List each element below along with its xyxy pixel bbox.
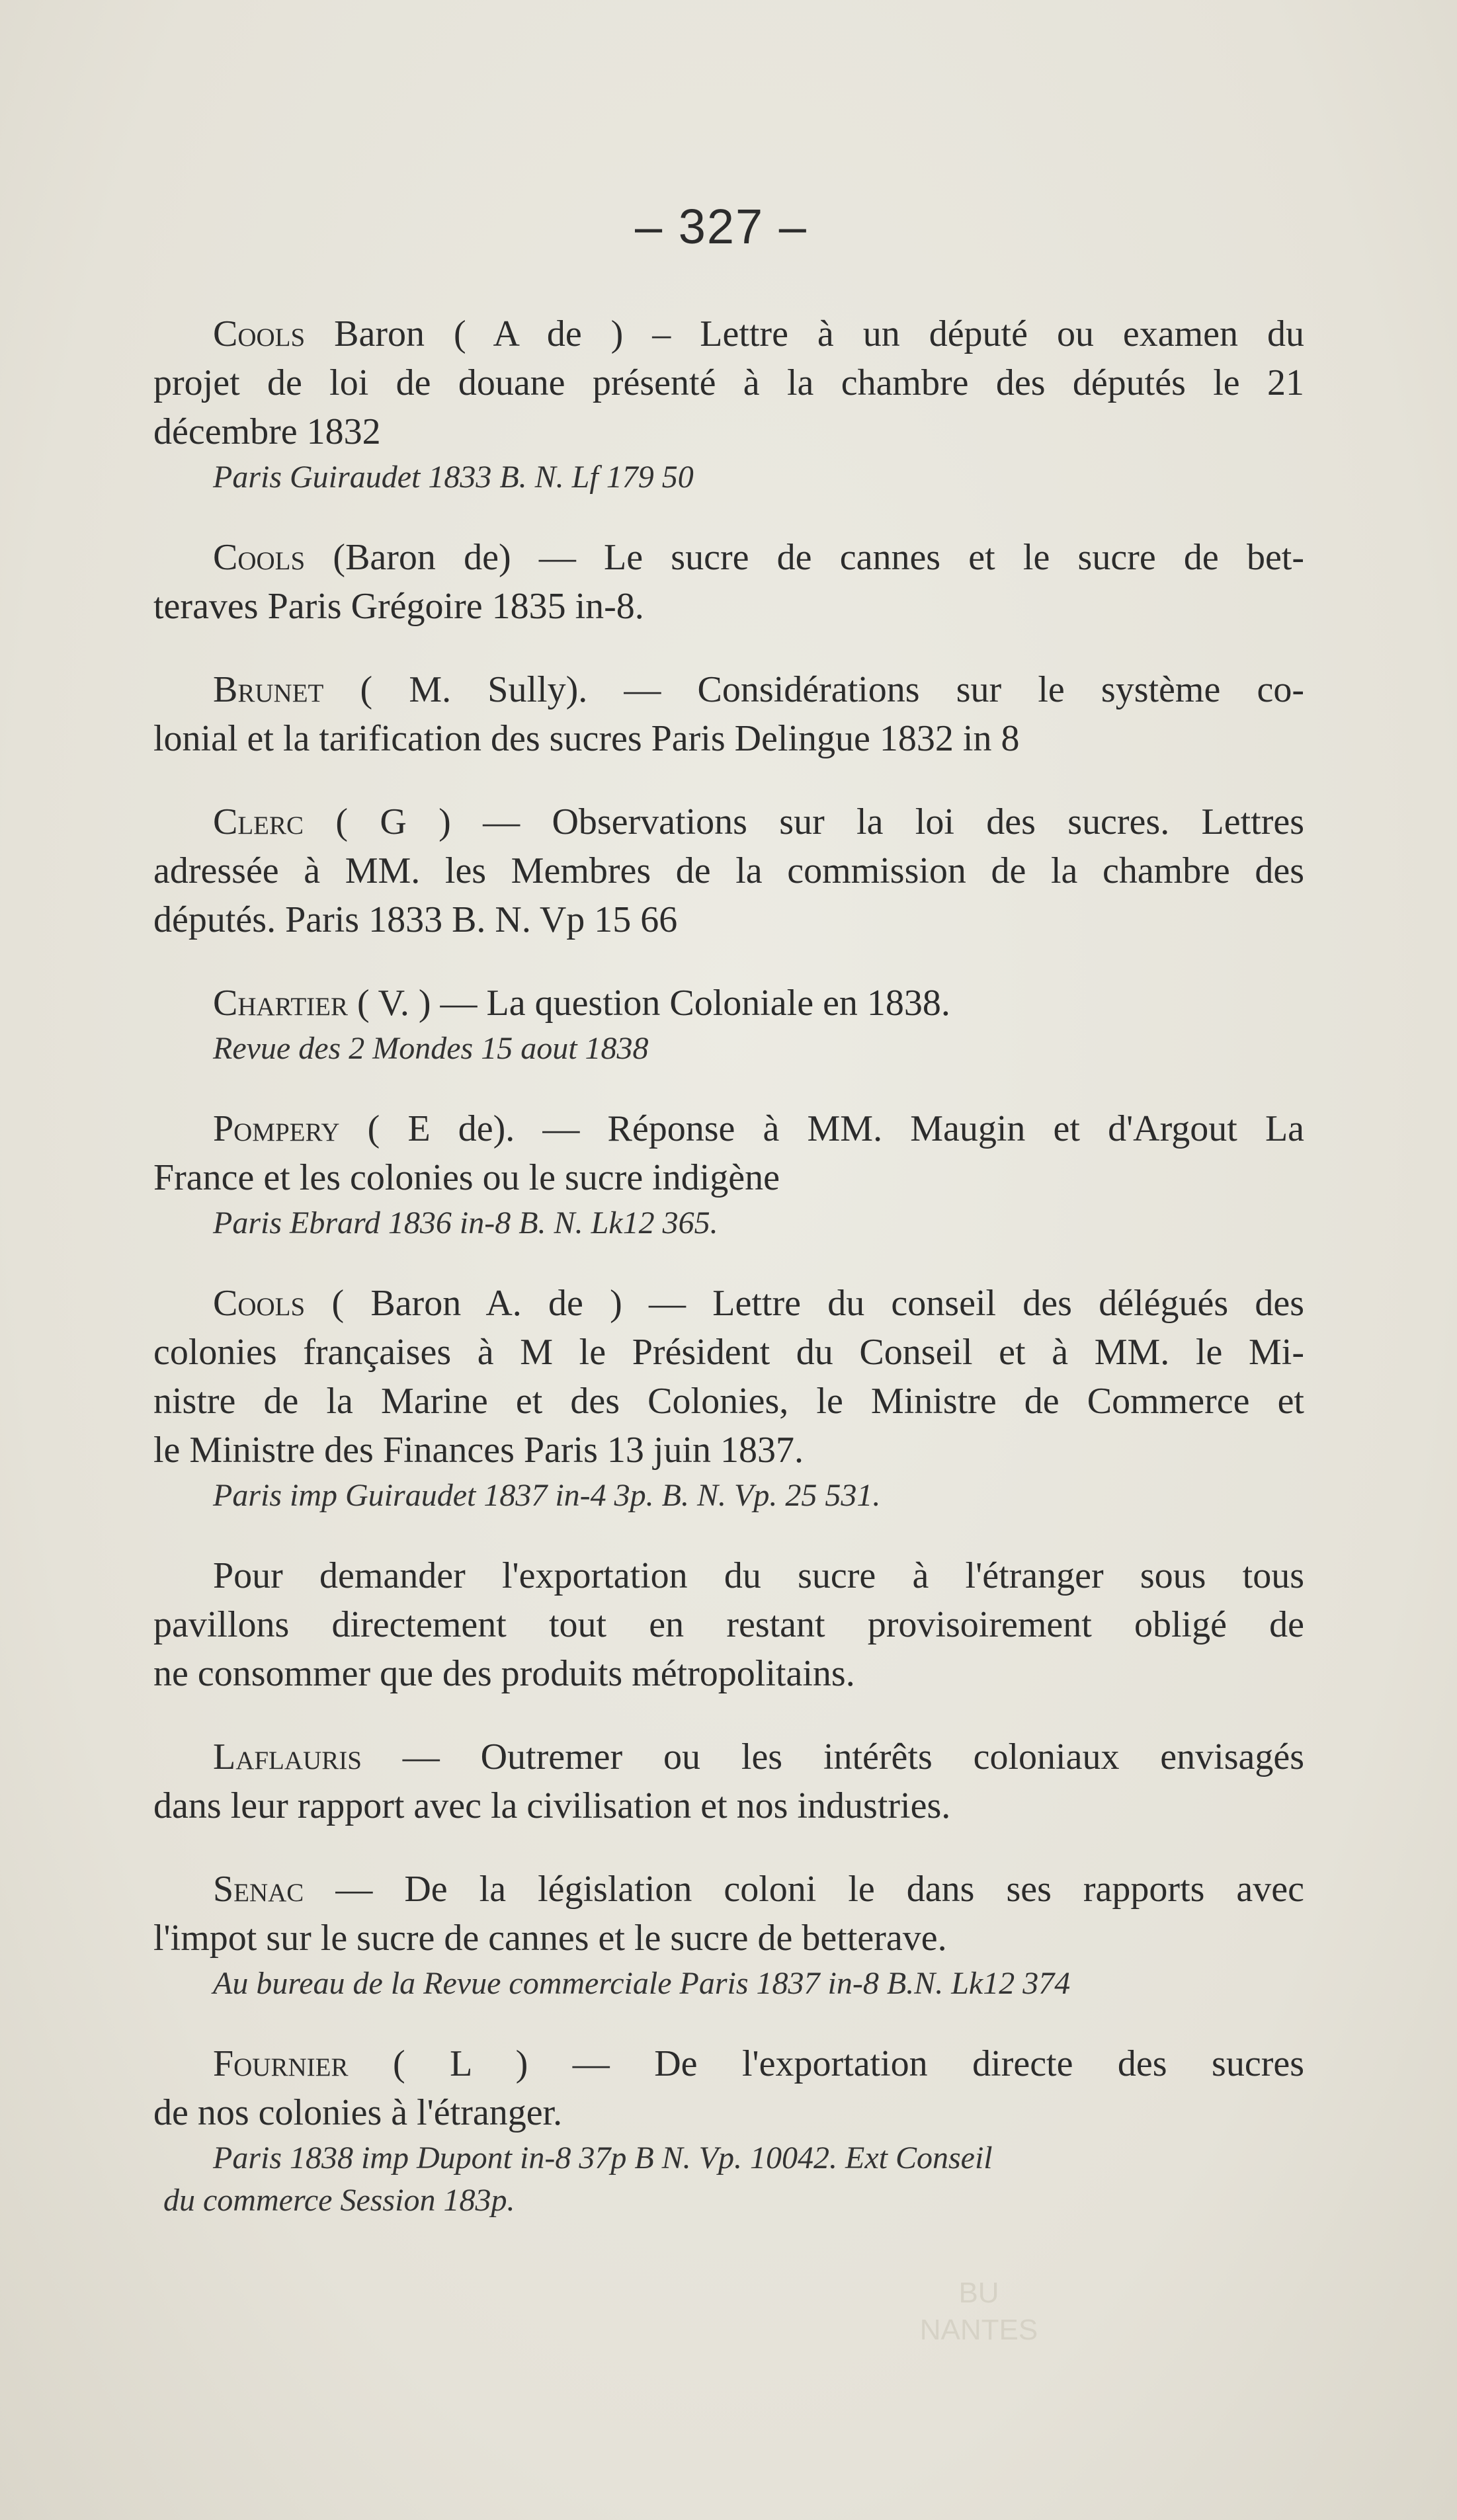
- page-number: – 327 –: [635, 199, 808, 254]
- entry-text: l'impot sur le sucre de cannes et le sucre de betterave.: [153, 1918, 947, 1959]
- bibliography-entry: [153, 1551, 1304, 1698]
- entry-text: Pour demander l'exportation du sucre à l'étranger sous tous: [213, 1555, 1304, 1596]
- entry-line: [153, 1551, 1304, 1600]
- entry-text: ( E de). — Réponse à MM. Maugin et d'Argout La: [367, 1108, 1305, 1149]
- entry-text: pavillons directement tout en restant provisoirement obligé de: [153, 1604, 1304, 1645]
- entry-text: ( G ) — Observations sur la loi des sucres. Lettres: [335, 801, 1304, 842]
- library-stamp: [840, 2275, 1118, 2361]
- entry-text: Baron ( A de ) – Lettre à un député ou examen du: [334, 313, 1304, 354]
- entry-author: Clerc: [213, 801, 304, 842]
- entry-author: Cools: [213, 537, 306, 578]
- entry-text: — De la législation coloni le dans ses rapports avec: [335, 1869, 1304, 1910]
- entry-line: [153, 1377, 1304, 1426]
- entry-text: décembre 1832: [153, 411, 381, 452]
- entry-line: [153, 1649, 1304, 1698]
- bibliography-entry: [153, 797, 1304, 944]
- bibliography-entry: [153, 1732, 1304, 1830]
- entry-text: ( M. Sully). — Considérations sur le système co-: [360, 669, 1304, 710]
- entry-author: Senac: [213, 1869, 304, 1910]
- entry-text: ne consommer que des produits métropolitains.: [153, 1653, 855, 1694]
- entry-line: [153, 1104, 1304, 1153]
- entry-text: — Outremer ou les intérêts coloniaux envisagés: [402, 1736, 1305, 1777]
- entry-line: [153, 1600, 1304, 1649]
- entry-text: projet de loi de douane présenté à la chambre des députés le 21: [153, 362, 1304, 403]
- entry-text: colonies françaises à M le Président du Conseil et à MM. le Mi-: [153, 1332, 1304, 1373]
- entry-line: [153, 309, 1304, 358]
- entry-imprint: Paris Guiraudet 1833 B. N. Lf 179 50: [213, 460, 694, 495]
- entry-text: de nos colonies à l'étranger.: [153, 2092, 563, 2133]
- entry-text: dans leur rapport avec la civilisation et nos industries.: [153, 1785, 951, 1826]
- bibliography-entry: [153, 1104, 1304, 1244]
- entry-line: [153, 1914, 1304, 1963]
- stamp-line: NANTES: [919, 2314, 1038, 2346]
- entry-text: adressée à MM. les Membres de la commission de la chambre des: [153, 850, 1304, 891]
- entry-line: [153, 358, 1304, 407]
- entry-text: ( Baron A. de ) — Lettre du conseil des délégués des: [331, 1283, 1304, 1324]
- entry-imprint: Paris 1838 imp Dupont in-8 37p B N. Vp. 10042. Ext Conseil: [213, 2140, 993, 2175]
- entry-line: [153, 1781, 1304, 1830]
- entry-text: le Ministre des Finances Paris 13 juin 1837.: [153, 1430, 804, 1471]
- entry-author: Cools: [213, 1283, 306, 1324]
- bibliography-entry: [153, 1279, 1304, 1517]
- entry-imprint: Revue des 2 Mondes 15 aout 1838: [213, 1031, 649, 1066]
- stamp-line: BU: [958, 2277, 999, 2309]
- entry-text: nistre de la Marine et des Colonies, le Ministre de Commerce et: [153, 1381, 1304, 1422]
- entry-text: teraves Paris Grégoire 1835 in-8.: [153, 586, 644, 627]
- entry-author: Pompery: [213, 1108, 340, 1149]
- entry-line: [153, 1732, 1304, 1781]
- entry-line: [153, 979, 1304, 1028]
- entry-line: [153, 2088, 1304, 2137]
- entry-author: Brunet: [213, 669, 324, 710]
- entry-line: [153, 533, 1304, 582]
- entry-line: [153, 1153, 1304, 1202]
- entry-text: lonial et la tarification des sucres Paris Delingue 1832 in 8: [153, 718, 1020, 759]
- entry-line: [153, 846, 1304, 895]
- entry-author: Laflauris: [213, 1736, 362, 1777]
- entry-line: [153, 407, 1304, 456]
- entry-line: [153, 1865, 1304, 1914]
- entry-line: [153, 1328, 1304, 1377]
- entry-author: Fournier: [213, 2043, 349, 2084]
- entry-author: Cools: [213, 313, 306, 354]
- entry-line: [153, 2039, 1304, 2088]
- bibliography-entry: [153, 665, 1304, 763]
- bibliography-entry: [153, 2039, 1304, 2222]
- entry-text: (Baron de) — Le sucre de cannes et le sucre de bet-: [333, 537, 1305, 578]
- bibliography-list: [153, 309, 1304, 2256]
- entry-text: ( V. ) — La question Coloniale en 1838.: [357, 983, 950, 1024]
- entry-text: France et les colonies ou le sucre indigène: [153, 1157, 780, 1198]
- bibliography-entry: [153, 309, 1304, 499]
- bibliography-entry: [153, 533, 1304, 631]
- entry-line: [153, 1279, 1304, 1328]
- entry-line: [153, 582, 1304, 631]
- entry-line: [153, 895, 1304, 944]
- entry-line: [153, 1426, 1304, 1475]
- entry-line: [153, 714, 1304, 763]
- entry-imprint: Au bureau de la Revue commerciale Paris 1837 in-8 B.N. Lk12 374: [213, 1966, 1071, 2001]
- entry-imprint: du commerce Session 183p.: [163, 2183, 515, 2218]
- bibliography-entry: [153, 979, 1304, 1070]
- entry-imprint: Paris imp Guiraudet 1837 in-4 3p. B. N. Vp. 25 531.: [213, 1478, 881, 1513]
- bibliography-entry: [153, 1865, 1304, 2005]
- entry-author: Chartier: [213, 983, 348, 1024]
- entry-imprint: Paris Ebrard 1836 in-8 B. N. Lk12 365.: [213, 1205, 718, 1240]
- entry-text: députés. Paris 1833 B. N. Vp 15 66: [153, 899, 678, 940]
- entry-line: [153, 665, 1304, 714]
- entry-text: ( L ) — De l'exportation directe des sucres: [392, 2043, 1304, 2084]
- entry-line: [153, 797, 1304, 846]
